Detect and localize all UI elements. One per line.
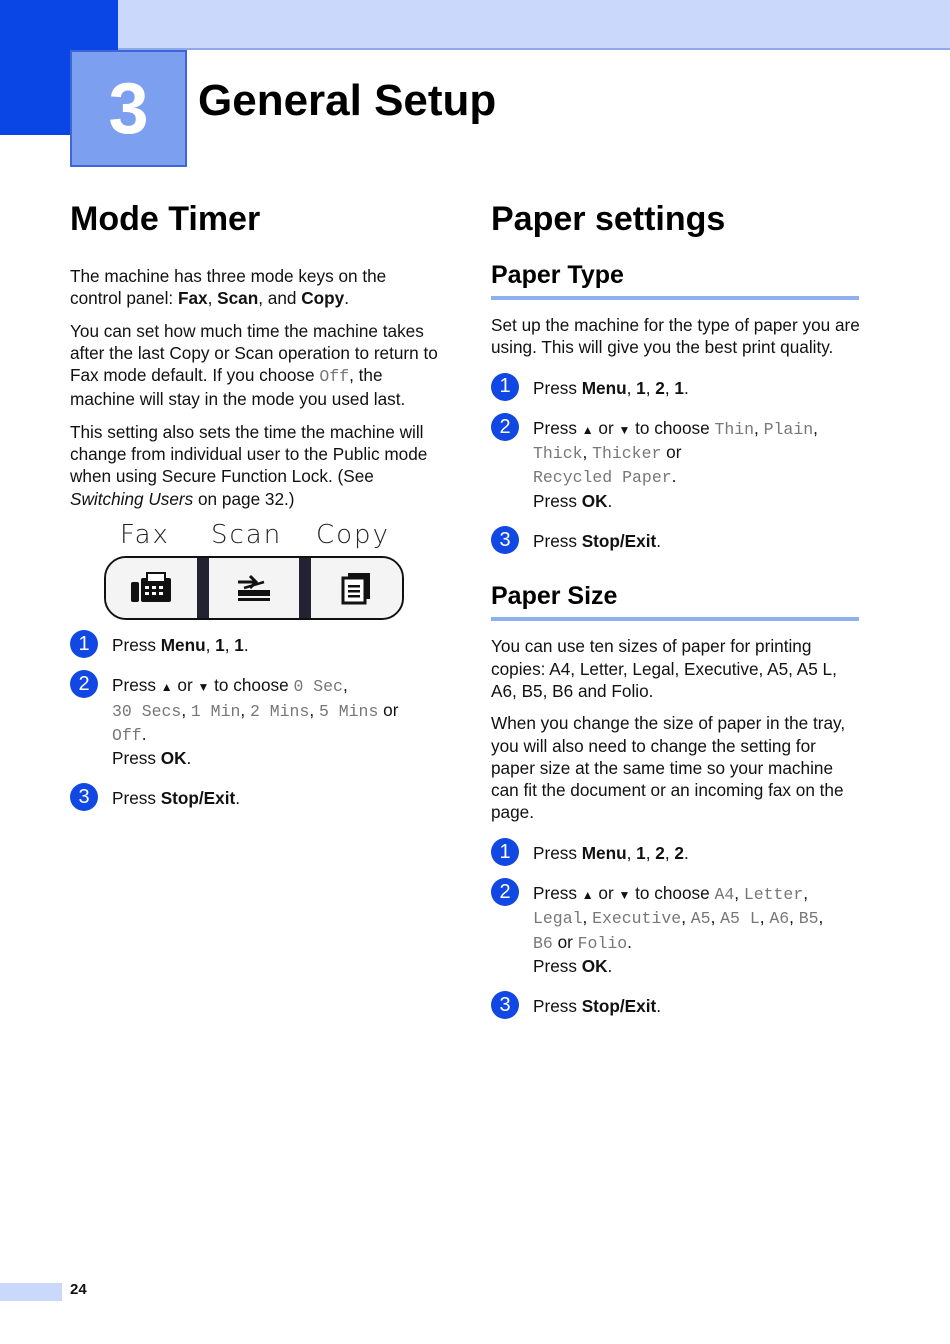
paper-size-paragraph-2: When you change the size of paper in the tray, you will also need to change the setting for paper size at the same time so your machine can fit the document or an incoming fax on the page. [491, 713, 846, 823]
step-number-icon: 1 [491, 838, 519, 866]
up-arrow-icon: ▲ [581, 888, 594, 903]
mode-keys-panel [104, 556, 404, 620]
up-arrow-icon: ▲ [160, 680, 173, 695]
paper-size-step-1: 1 Press Menu, 1, 2, 2. [491, 842, 861, 864]
chapter-number: 3 [108, 68, 149, 149]
paper-type-title: Paper Type [491, 261, 859, 300]
paper-type-step-1: 1 Press Menu, 1, 2, 1. [491, 377, 861, 399]
step-number-icon: 3 [70, 783, 98, 811]
paper-type-paragraph: Set up the machine for the type of paper you are using. This will give you the best print quality. [491, 315, 860, 358]
fax-icon [129, 572, 173, 604]
paper-type-step-3: 3 Press Stop/Exit. [491, 530, 861, 552]
page-number: 24 [70, 1281, 87, 1298]
step-number-icon: 2 [491, 878, 519, 906]
down-arrow-icon: ▼ [618, 422, 631, 437]
mode-timer-paragraph-3: This setting also sets the time the machine will change from individual user to the Public mode when using Secure Function Lock. (See Switching Users on page 32.) [70, 421, 428, 509]
step-number-icon: 1 [491, 373, 519, 401]
mode-timer-paragraph-1: The machine has three mode keys on the control panel: Fax, Scan, and Copy. [70, 266, 387, 309]
mode-timer-paragraph-2: You can set how much time the machine takes after the last Copy or Scan operation to return to Fax mode default. If you choose Off, the machine will stay in the mode you used last. [70, 320, 438, 410]
mode-timer-step-2: 2 Press ▲ or ▼ to choose 0 Sec, 30 Secs, 1 Min, 2 Mins, 5 Mins or Off. Press OK. [70, 674, 440, 769]
paper-size-paragraph-1: You can use ten sizes of paper for printing copies: A4, Letter, Legal, Executive, A5, A5 L, A6, B5, B6 and Folio. [491, 636, 837, 701]
step-number-icon: 2 [70, 670, 98, 698]
chapter-title: General Setup [198, 76, 497, 125]
paper-settings-title: Paper settings [491, 200, 726, 238]
scan-key-label: Scan [211, 519, 283, 550]
fax-key-label: Fax [120, 519, 170, 550]
mode-timer-title: Mode Timer [70, 200, 261, 238]
step-number-icon: 1 [70, 630, 98, 658]
paper-size-title: Paper Size [491, 582, 859, 621]
paper-type-step-2: 2 Press ▲ or ▼ to choose Thin, Plain, Thick, Thicker or Recycled Paper. Press OK. [491, 417, 861, 512]
step-number-icon: 3 [491, 991, 519, 1019]
chapter-number-box [70, 50, 187, 167]
header-band [118, 0, 950, 50]
mode-key-labels [70, 520, 440, 556]
down-arrow-icon: ▼ [197, 680, 210, 695]
scan-icon [234, 572, 274, 604]
mode-timer-section [70, 200, 440, 828]
copy-key [311, 558, 402, 618]
paper-size-step-2: 2 Press ▲ or ▼ to choose A4, Letter, Legal, Executive, A5, A5 L, A6, B5, B6 or Folio. Press OK. [491, 882, 861, 977]
paper-size-step-3: 3 Press Stop/Exit. [491, 995, 861, 1017]
mode-timer-step-3: 3 Press Stop/Exit. [70, 787, 440, 809]
copy-icon [340, 571, 374, 605]
switching-users-reference[interactable]: Switching Users [70, 488, 194, 509]
fax-key [106, 558, 197, 618]
scan-key [209, 558, 300, 618]
down-arrow-icon: ▼ [618, 888, 631, 903]
copy-key-label: Copy [316, 519, 390, 550]
paper-settings-section [491, 200, 861, 1036]
footer-bar [0, 1283, 62, 1301]
step-number-icon: 2 [491, 413, 519, 441]
up-arrow-icon: ▲ [581, 422, 594, 437]
step-number-icon: 3 [491, 526, 519, 554]
mode-timer-step-1: 1 Press Menu, 1, 1. [70, 634, 440, 656]
